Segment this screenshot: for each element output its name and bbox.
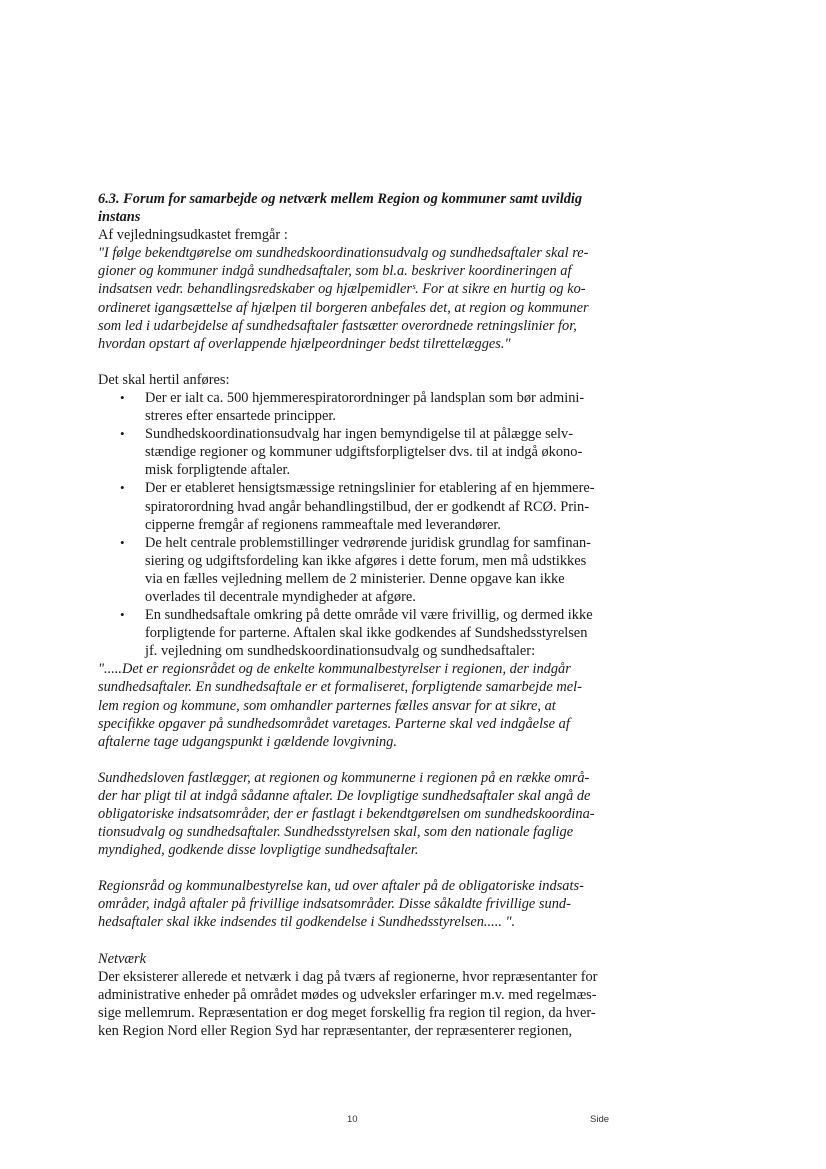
- bullet-line: overlades til decentrale myndigheder at afgøre.: [145, 588, 416, 605]
- bullet-item: [98, 479, 618, 533]
- bullet-item: [98, 534, 618, 606]
- quote-line: myndighed, godkende disse lovpligtige sundhedsaftaler.: [98, 842, 419, 859]
- quote-line: tionsudvalg og sundhedsaftaler. Sundhedsstyrelsen skal, som den nationale faglige: [98, 824, 574, 841]
- quote-line: "I følge bekendtgørelse om sundhedskoordinationsudvalg og sundhedsaftaler skal re-: [98, 245, 589, 262]
- page-number: 10: [347, 1114, 358, 1125]
- paragraph-line: ken Region Nord eller Region Syd har repræsentanter, der repræsenterer regionen,: [98, 1022, 573, 1039]
- bullet-line: cipperne fremgår af regionens rammeaftale med leverandører.: [145, 516, 501, 533]
- quote-line: der har pligt til at indgå sådanne aftaler. De lovpligtige sundhedsaftaler skal angå de: [98, 787, 591, 804]
- bullet-icon: •: [120, 480, 125, 496]
- quote-line: indsatsen vedr. behandlingsredskaber og hjælpemidlerˢ. For at sikre en hurtig og ko-: [98, 281, 586, 298]
- document-page: [98, 190, 618, 1040]
- quote-line: obligatoriske indsatsområder, der er fastlagt i bekendtgørelsen om sundhedskoordina-: [98, 806, 595, 822]
- bullet-line: siering og udgiftsfordeling kan ikke afgøres i dette forum, men må udstikkes: [145, 552, 587, 569]
- bullet-line: Der er etableret hensigtsmæssige retningslinier for etablering af en hjemmere-: [145, 480, 595, 497]
- paragraph-line: sige mellemrum. Repræsentation er dog meget forskellig fra region til region, da hver-: [98, 1004, 596, 1021]
- spacer: [98, 751, 618, 769]
- heading-line: instans: [98, 209, 141, 226]
- section-heading: [98, 190, 618, 226]
- bullet-line: Der er ialt ca. 500 hjemmerespiratorordninger på landsplan som bør admini-: [145, 389, 585, 406]
- bullet-icon: •: [120, 426, 125, 442]
- bullet-line: via en fælles vejledning mellem de 2 ministerier. Denne opgave kan ikke: [145, 570, 565, 587]
- quote-line: Sundhedsloven fastlægger, at regionen og kommunerne i regionen på en række områ-: [98, 769, 590, 786]
- paragraph-line: administrative enheder på området mødes og udveksler erfaringer m.v. med regelmæs-: [98, 986, 597, 1003]
- bullet-list: [98, 389, 618, 660]
- bullet-icon: •: [120, 534, 125, 550]
- bullet-line: stændige regioner og kommuner udgiftsforpligtelser dvs. til at indgå økono-: [145, 444, 583, 461]
- bullet-line: forpligtende for parterne. Aftalen skal ikke godkendes af Sundshedsstyrelsen: [145, 625, 588, 642]
- bullet-line: streres efter ensartede principper.: [145, 408, 336, 425]
- quote-line: ordineret igangsættelse af hjælpen til borgeren anbefales det, at region og kommuner: [98, 299, 589, 316]
- quote-line: hedsaftaler skal ikke indsendes til godkendelse i Sundhedsstyrelsen..... ".: [98, 914, 516, 931]
- quote-voluntary: [98, 877, 618, 931]
- spacer: [98, 859, 618, 877]
- quote-line: hvordan opstart af overlappende hjælpeordninger bedst tilrettelægges.": [98, 335, 511, 352]
- intro-text: Af vejledningsudkastet fremgår :: [98, 227, 288, 244]
- bullet-line: spiratorordning hvad angår behandlingstilbud, der er godkendt af RCØ. Prin-: [145, 498, 590, 515]
- bullet-line: Sundhedskoordinationsudvalg har ingen bemyndigelse til at pålægge selv-: [145, 426, 574, 443]
- quote-line: specifikke opgaver på sundhedsområdet varetages. Parterne skal ved indgåelse af: [98, 715, 570, 732]
- quote-guidance: [98, 244, 618, 353]
- page-label: Side: [590, 1114, 610, 1125]
- paragraph-line: Der eksisterer allerede et netværk i dag på tværs af regionerne, hvor repræsentanter for: [98, 968, 598, 985]
- quote-line: områder, indgå aftaler på frivillige indsatsområder. Disse såkaldte frivillige sund-: [98, 896, 571, 913]
- bullet-icon: •: [120, 389, 125, 405]
- bullet-line: jf. vejledning om sundhedskoordinationsudvalg og sundhedsaftaler:: [145, 643, 536, 660]
- bullet-line: misk forpligtende aftaler.: [145, 462, 291, 479]
- bullet-icon: •: [120, 607, 125, 623]
- bullet-line: En sundhedsaftale omkring på dette område vil være frivillig, og dermed ikke: [145, 607, 593, 624]
- heading-line: 6.3. Forum for samarbejde og netværk mellem Region og kommuner samt uvildig: [98, 191, 583, 207]
- quote-line: Regionsråd og kommunalbestyrelse kan, ud over aftaler på de obligatoriske indsats-: [98, 878, 584, 895]
- bullet-item: [98, 606, 618, 660]
- quote-line: som led i udarbejdelse af sundhedsaftaler fastsætter overordnede retningslinier for,: [98, 317, 577, 334]
- quote-line: lem region og kommune, som omhandler parternes fælles ansvar for at sikre, at: [98, 697, 556, 714]
- network-paragraph: [98, 968, 618, 1040]
- quote-line: ".....Det er regionsrådet og de enkelte kommunalbestyrelser i regionen, der indgår: [98, 661, 571, 678]
- bullet-item: [98, 425, 618, 479]
- quote-line: gioner og kommuner indgå sundhedsaftaler, som bl.a. beskriver koordineringen af: [98, 263, 572, 280]
- spacer: [98, 932, 618, 950]
- spacer: [98, 353, 618, 371]
- remark-text: Det skal hertil anføres:: [98, 371, 230, 388]
- bullet-item: [98, 389, 618, 425]
- quote-agreements: [98, 660, 618, 750]
- quote-health-act: [98, 769, 618, 859]
- subheading-network: Netværk: [98, 950, 146, 967]
- quote-line: sundhedsaftaler. En sundhedsaftale er et formaliseret, forpligtende samarbejde mel-: [98, 679, 582, 696]
- quote-line: aftalerne tage udgangspunkt i gældende lovgivning.: [98, 733, 397, 750]
- bullet-line: De helt centrale problemstillinger vedrørende juridisk grundlag for samfinan-: [145, 534, 591, 551]
